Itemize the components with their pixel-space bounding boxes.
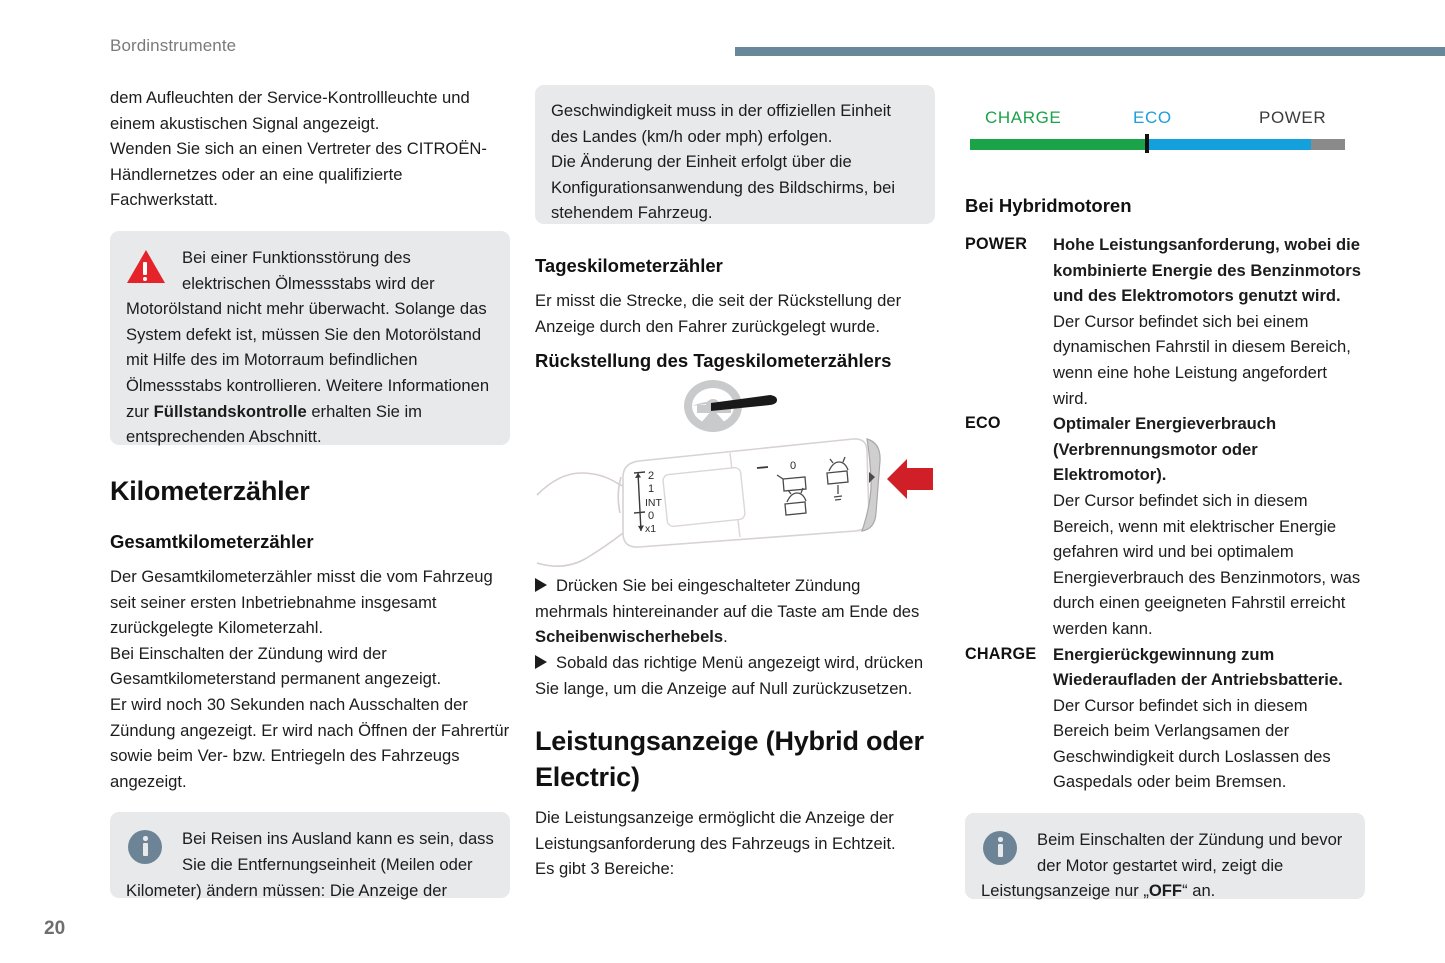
info-callout-right: [965, 813, 1365, 899]
gauge-label-eco: ECO: [1133, 108, 1172, 127]
reset-step-2: [535, 650, 935, 701]
heading-tageskilometerzaehler: Tageskilometerzähler: [535, 255, 723, 276]
stalk-label-right-0: 0: [790, 460, 797, 473]
continued-callout: [535, 85, 935, 224]
definition-normal-charge: Der Cursor befindet sich in diesem Bereich beim Verlangsamen der Geschwindigkeit durch Loslassen des Gaspedals oder beim Bremsen.: [1053, 695, 1331, 792]
page-header: [110, 36, 1390, 62]
definition-body-power: [1053, 232, 1365, 411]
definition-body-eco: [1053, 411, 1365, 641]
gauge-label-charge: CHARGE: [985, 108, 1062, 127]
stalk-label-x1: x1: [645, 523, 657, 536]
stalk-label-1: 1: [648, 483, 655, 496]
warning-callout: [110, 231, 510, 445]
gauge-bar: [965, 139, 1345, 150]
definition-bold-eco: Optimaler Energieverbrauch (Verbrennungsmotor oder Elektromotor).: [1053, 414, 1277, 485]
heading-leistungsanzeige: Leistungsanzeige (Hybrid oder Electric): [535, 726, 924, 793]
page-number: 20: [44, 918, 66, 939]
definition-row-charge: [965, 642, 1365, 796]
odometer-paragraph: Der Gesamtkilometerzähler misst die vom Fahrzeug seit seiner ersten Inbetriebnahme insgesamt zurückgelegte Kilometerzahl. Bei Einschalten der Zündung wird der Gesamtkilometerstand permanent angezeigt. Er wird noch 30 Sekunden nach Ausschalten der Zündung angezeigt. Er wird nach Öffnen der Fahrertür sowie beim Ver- bzw. Entriegeln des Fahrzeugs angezeigt.: [110, 566, 510, 791]
gauge-segment-charge: [970, 139, 1145, 150]
heading-kilometerzaehler: Kilometerzähler: [110, 475, 310, 506]
intro-paragraph: dem Aufleuchten der Service-Kontrollleuchte und einem akustischen Signal angezeigt. Wenden Sie sich an einen Vertreter des CITROËN-Händlernetzes oder an eine qualifizierte Fachwerkstatt.: [110, 88, 487, 210]
warning-text-part2: erhalten Sie im entsprechenden Abschnitt.: [126, 401, 423, 447]
power-intro-paragraph: Die Leistungsanzeige ermöglicht die Anzeige der Leistungsanforderung des Fahrzeugs in Echtzeit. Es gibt 3 Bereiche:: [535, 808, 896, 879]
definition-bold-power: Hohe Leistungsanforderung, wobei die kombinierte Energie des Benzinmotors und des Elektromotors genutzt wird.: [1053, 235, 1361, 306]
column-left: [110, 85, 510, 898]
definition-term-charge: CHARGE: [965, 644, 1037, 663]
definition-normal-eco: Der Cursor befindet sich in diesem Bereich, wenn mit elektrischer Energie gefahren wird und bei optimalem Energieverbrauch des Benzinmotors, was durch einen geeigneten Fahrstil erreicht werden kann.: [1053, 490, 1361, 638]
step1-text-bold: Scheibenwischerhebels: [535, 627, 724, 647]
gauge-labels: [965, 108, 1345, 134]
info-callout-left: [110, 812, 510, 898]
gauge-cursor: [1145, 134, 1149, 153]
definition-term-eco: ECO: [965, 414, 1001, 433]
step-arrow-icon-2: [535, 655, 547, 669]
definition-term-power: POWER: [965, 235, 1028, 253]
stalk-dash: [757, 467, 768, 468]
gauge-label-power: POWER: [1259, 108, 1327, 127]
info-right-part2: “ an.: [1182, 881, 1216, 901]
power-gauge: [965, 108, 1345, 168]
continued-text: Geschwindigkeit muss in der offiziellen Einheit des Landes (km/h oder mph) erfolgen. Die Änderung der Einheit erfolgt über die Konfigurationsanwendung des Bildschirms, bei stehendem Fahrzeug.: [551, 101, 896, 223]
gauge-segment-eco: [1145, 139, 1311, 150]
info-i-dot-right: [998, 837, 1003, 842]
info-text-left: [126, 826, 494, 903]
definition-bold-charge: Energierückgewinnung zum Wiederaufladen der Antriebsbatterie.: [1053, 644, 1343, 690]
steering-wheel-icon: [684, 380, 777, 432]
step-arrow-icon: [535, 578, 547, 592]
step1-text-part2: .: [723, 627, 728, 647]
header-title: Bordinstrumente: [110, 36, 237, 55]
info-right-part1: Beim Einschalten der Zündung und bevor der Motor gestartet wird, zeigt die Leistungsanzeige nur „: [981, 830, 1343, 901]
gauge-zone-definitions: [965, 232, 1365, 795]
reset-step-1: [535, 573, 935, 650]
wiper-stalk-illustration: [535, 373, 935, 573]
wiper-stalk-body: [537, 473, 628, 566]
definition-normal-power: Der Cursor befindet sich bei einem dynamischen Fahrstil in diesem Bereich, wenn eine hohe Leistung angefordert wird.: [1053, 311, 1351, 408]
info-text-left-span: Bei Reisen ins Ausland kann es sein, dass Sie die Entfernungseinheit (Meilen oder Kilometer) ändern müssen: Die Anzeige der: [126, 829, 494, 900]
red-arrow-pointing-left: [887, 459, 933, 499]
warning-text-bold: Füllstandskontrolle: [153, 401, 307, 421]
definition-row-eco: [965, 411, 1365, 641]
info-i-dot: [143, 836, 148, 841]
warning-text-part1: Bei einer Funktionsstörung des elektrischen Ölmessstabs wird der Motorölstand nicht mehr überwacht. Solange das System defekt ist, müssen Sie den Motorölstand mit Hilfe des im Motorraum befindlichen Ölmessstabs kontrollieren. Weitere Informationen zur: [126, 247, 490, 421]
heading-gesamtkilometerzaehler: Gesamtkilometerzähler: [110, 530, 314, 552]
heading-reset-trip: Rückstellung des Tageskilometerzählers: [535, 350, 892, 372]
info-i-stem: [143, 843, 148, 856]
stalk-inner-panel: [662, 467, 745, 527]
illustration-svg: [535, 373, 935, 573]
step2-text: Sobald das richtige Menü angezeigt wird, drücken Sie lange, um die Anzeige auf Null zurückzusetzen.: [535, 652, 924, 698]
trip-paragraph: Er misst die Strecke, die seit der Rückstellung der Anzeige durch den Fahrer zurückgelegt wurde.: [535, 291, 902, 336]
warning-exclamation-dot: [143, 277, 147, 281]
info-text-right: [981, 827, 1349, 904]
definition-row-power: [965, 232, 1365, 411]
definition-body-charge: [1053, 642, 1365, 796]
gauge-segment-power: [1311, 139, 1345, 150]
stalk-label-int: INT: [645, 497, 662, 510]
column-right: [965, 108, 1365, 899]
info-i-stem-right: [998, 844, 1003, 857]
column-middle: [535, 85, 935, 882]
header-rule: [735, 47, 1445, 56]
warning-exclamation-stem: [143, 262, 147, 275]
step1-text-part1: Drücken Sie bei eingeschalteter Zündung mehrmals hintereinander auf die Taste am Ende des: [535, 576, 920, 621]
warning-text: [126, 245, 494, 450]
stalk-label-2: 2: [648, 470, 655, 483]
info-right-bold: OFF: [1148, 881, 1183, 901]
heading-bei-hybridmotoren: Bei Hybridmotoren: [965, 195, 1132, 216]
stalk-label-0: 0: [648, 510, 655, 523]
wiper-stalk-housing: [623, 439, 869, 547]
